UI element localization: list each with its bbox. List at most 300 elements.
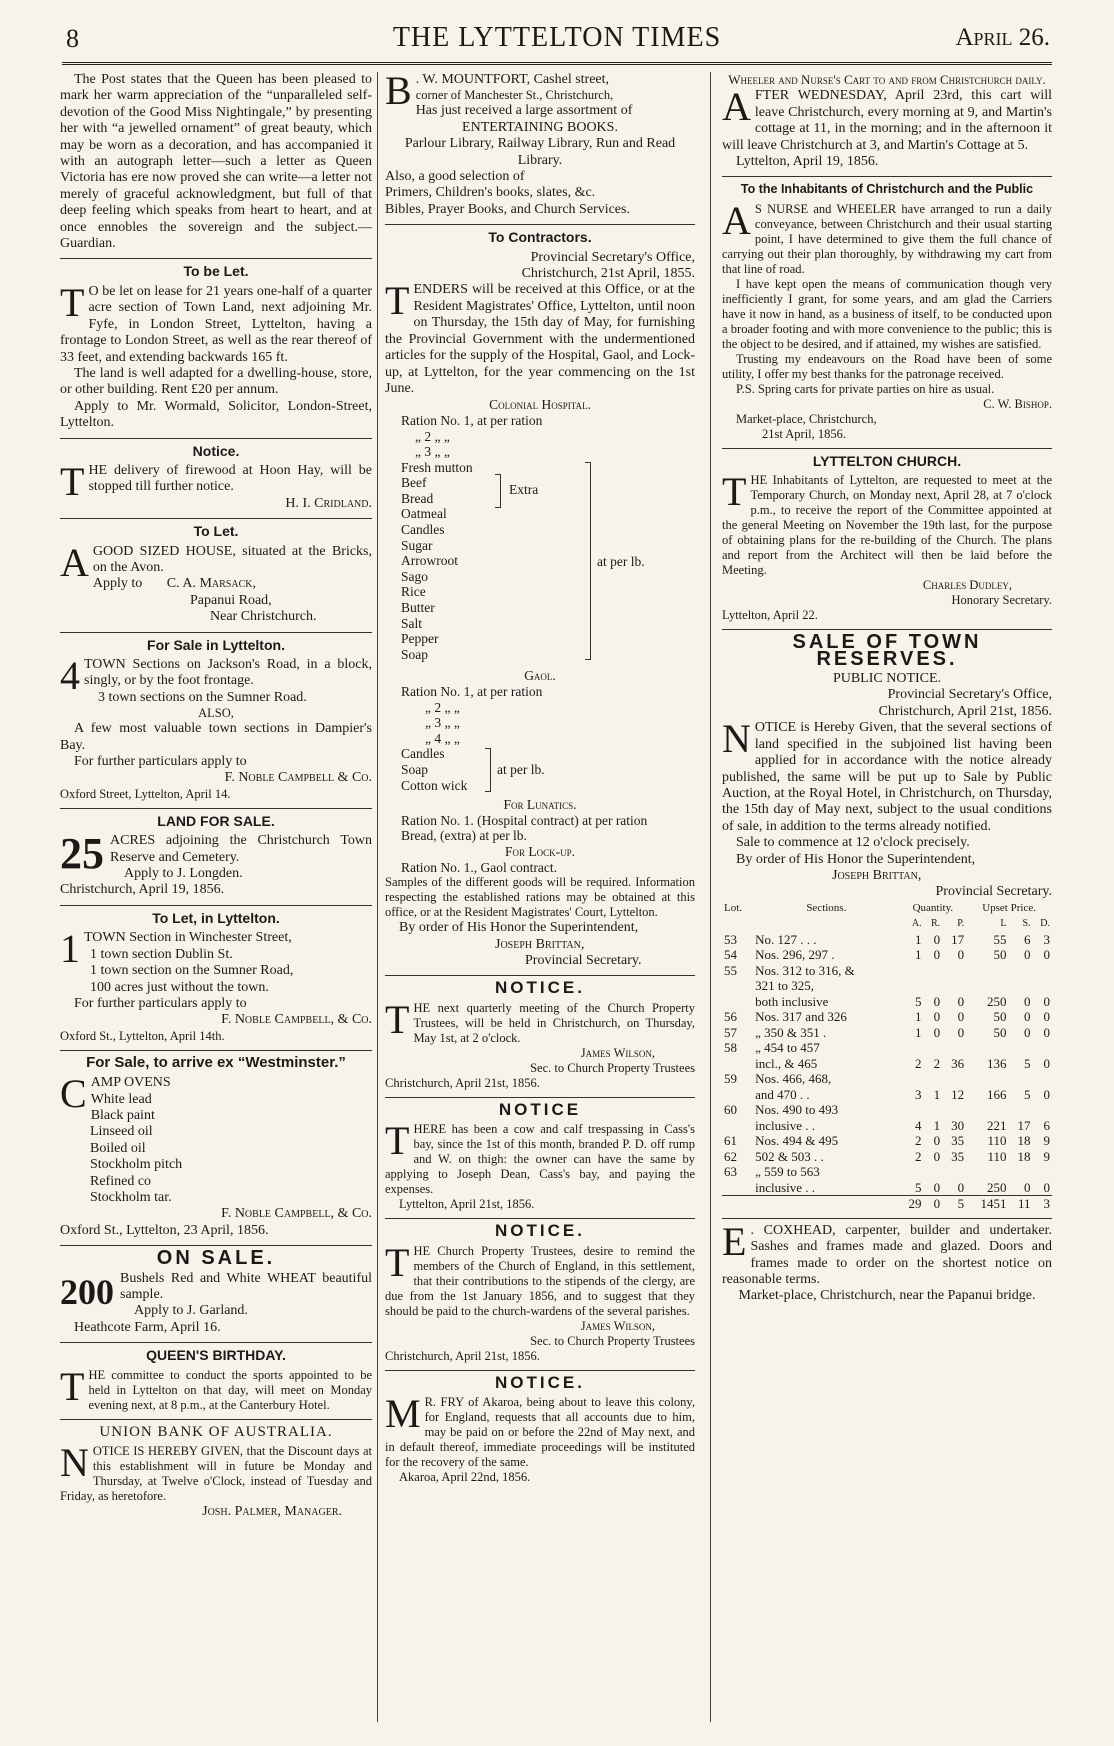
column-3 <box>722 72 1052 1305</box>
dateline: Christchurch, April 21st, 1856. <box>878 703 1052 719</box>
value-cell <box>966 963 1008 979</box>
value-cell: 6 <box>1043 1117 1050 1133</box>
ad-body: TENDERS will be received at this Office, or at the Resident Magistrates' Office, Lyttelton, until noon on Thursday, the 15th day of May, for furnishing the Provincial Government with the undermentioned articles for the supply of the Hospital, Gaol, and Lock-up, at Lyttelton, for the year commencing on the 1st June. <box>385 278 695 396</box>
ad-body: A few most valuable town sections in Dampier's Bay. <box>60 721 372 753</box>
sections-cell: „ 350 & 351 . <box>755 1024 827 1040</box>
value-cell: 50 <box>993 1009 1007 1025</box>
lot-cell: 57 <box>724 1024 737 1040</box>
ad-body: By order of His Honor the Superintendent, <box>399 920 639 936</box>
value-cell: 50 <box>993 947 1007 963</box>
sections-cell: inclusive . . <box>755 1179 816 1195</box>
signature: F. Noble Campbell, & Co. <box>221 1206 372 1222</box>
ad-body: Parlour Library, Railway Library, Run and Read Library. <box>404 136 676 168</box>
value-cell <box>1033 978 1052 994</box>
ration-line: „ 2 „ „ <box>415 428 450 444</box>
value-cell: 0 <box>1043 1024 1050 1040</box>
ad-body: The land is well adapted for a dwelling-house, store, or other building. Rent £20 per annum. <box>60 365 372 398</box>
lot-cell <box>722 1087 753 1103</box>
table-row <box>722 963 1052 979</box>
ad-body: THE Inhabitants of Lyttelton, are requested to meet at the Temporary Church, on Monday next, April 28, at 7 o'clock p.m., to receive the report of the Committee appointed at the general Meeting on November the 19th last, for the purpose of obtaining plans for the re-building of the Church. The plans and report from the Architect will then be laid before the Meeting. <box>722 469 1052 578</box>
table-row <box>722 1180 1052 1196</box>
ad-heading: To Let. <box>193 523 239 540</box>
page-number: 8 <box>66 24 79 53</box>
value-cell: 166 <box>987 1086 1007 1102</box>
ad-body: Provincial Secretary's Office, <box>530 249 695 265</box>
brace-label: Extra <box>509 481 539 497</box>
sections-cell: and 470 . . <box>755 1086 810 1102</box>
ad-heading: NOTICE. <box>495 978 585 998</box>
value-cell: 0 <box>933 1179 941 1195</box>
list-item: Boiled oil <box>90 1140 146 1156</box>
table-row <box>722 1149 1052 1165</box>
value-cell: 1 <box>915 931 922 947</box>
list-item: Oatmeal <box>401 506 447 522</box>
lot-cell: 54 <box>724 947 737 963</box>
ad-body: 1 TOWN Section in Winchester Street, <box>60 926 292 972</box>
value-cell: 250 <box>987 993 1007 1009</box>
value-cell <box>924 963 943 979</box>
brace <box>485 748 491 792</box>
address-line: Market-place, Christchurch, near the Papanui bridge. <box>738 1288 1036 1304</box>
table-subheader: D. <box>1040 918 1050 930</box>
ad-heading: To the Inhabitants of Christchurch and the Public <box>740 182 1034 197</box>
value-cell: 50 <box>993 1024 1007 1040</box>
value-cell: 3 <box>915 1086 922 1102</box>
address-line: Papanui Road, <box>190 592 272 608</box>
value-cell: 0 <box>1024 1179 1031 1195</box>
value-cell: 0 <box>1024 1009 1031 1025</box>
signature: Joseph Brittan, <box>495 936 585 952</box>
table-total: 29 <box>908 1196 922 1212</box>
dateline: Oxford St., Lyttelton, 23 April, 1856. <box>60 1222 269 1238</box>
sections-cell: both inclusive <box>755 993 829 1009</box>
value-cell: 0 <box>933 1024 941 1040</box>
ad-heading: QUEEN'S BIRTHDAY. <box>146 1347 286 1364</box>
ad-body: Samples of the different goods will be required. Information respecting the established rations may be obtained at this office, or at the Resident Magistrates' Court, Lyttelton. <box>385 875 695 920</box>
value-cell: 221 <box>987 1117 1007 1133</box>
ad-body: Apply to Mr. Wormald, Solicitor, London-Street, Lyttelton. <box>60 398 372 431</box>
ad-body: Also, a good selection of <box>385 169 525 185</box>
value-cell: 36 <box>951 1055 965 1071</box>
value-cell: 0 <box>933 1133 941 1149</box>
signature: James Wilson, <box>580 1318 655 1333</box>
sections-cell: „ 454 to 457 <box>755 1040 820 1056</box>
value-cell: 12 <box>951 1086 965 1102</box>
value-cell <box>900 1164 924 1180</box>
ad-body: Primers, Children's books, slates, &c. <box>385 185 596 201</box>
table-subheader: A. <box>911 918 922 930</box>
ad-body: Apply to J. Longden. <box>124 866 243 882</box>
value-cell: 0 <box>1043 1009 1050 1025</box>
table-subheader: S. <box>1022 918 1031 930</box>
ad-body: I have kept open the means of communication though very inefficiently I grant, for some years, and am glad the Carriers have it now in hand, as a business of itself, to be conducted upon a broader footing and with more convenience to the public; this is the object to be desired, and if attained, my wishes are satisfied. <box>722 276 1052 351</box>
ad-body: For further particulars apply to <box>74 754 247 770</box>
sections-cell: 502 & 503 . . <box>755 1148 824 1164</box>
lot-cell <box>722 978 753 994</box>
ad-heading: UNION BANK OF AUSTRALIA. <box>99 1423 333 1440</box>
signature: Charles Dudley, <box>922 578 1012 593</box>
subheading: PUBLIC NOTICE. <box>832 671 942 687</box>
value-cell <box>966 1071 1008 1087</box>
sections-cell: incl., & 465 <box>755 1055 818 1071</box>
value-cell <box>924 1102 943 1118</box>
ration-line: „ 2 „ „ <box>425 699 460 715</box>
value-cell: 2 <box>915 1133 922 1149</box>
value-cell: 3 <box>1043 931 1050 947</box>
table-subheader: P. <box>957 918 965 930</box>
ad-body: corner of Manchester St., Christchurch, <box>415 88 614 103</box>
signature-title: Provincial Secretary. <box>525 952 642 968</box>
value-cell <box>942 1040 966 1056</box>
subheading: Colonial Hospital. <box>489 397 591 413</box>
value-cell <box>1009 1164 1033 1180</box>
value-cell: 110 <box>987 1148 1007 1164</box>
masthead <box>62 18 1052 65</box>
lot-cell: 60 <box>724 1102 737 1118</box>
value-cell <box>900 963 924 979</box>
ad-body: CAMP OVENS <box>60 1071 171 1117</box>
value-cell <box>942 1164 966 1180</box>
ad-body: T O be let on lease for 21 years one-half of a quarter acre section of Town Land, next adjoining Mr. Fyfe, in London Street, Lyttelton, having a frontage to London Street, as well as the rear thereof of 33 feet, and extending backwards 165 ft. <box>60 279 372 365</box>
table-row <box>722 1040 1052 1056</box>
column-rule <box>710 72 711 1722</box>
value-cell <box>924 1071 943 1087</box>
table-row <box>722 1133 1052 1149</box>
value-cell: 35 <box>951 1133 965 1149</box>
table-header: Lot. <box>724 901 743 914</box>
value-cell: 1 <box>915 1024 922 1040</box>
ad-heading: To Let, in Lyttelton. <box>152 909 280 926</box>
value-cell <box>924 978 943 994</box>
value-cell <box>942 963 966 979</box>
ration-line: Bread, (extra) at per lb. <box>401 828 527 844</box>
table-subheader: L <box>1000 918 1007 930</box>
subheading: Gaol. <box>524 668 556 684</box>
ration-line: Ration No. 1., Gaol contract. <box>401 859 557 875</box>
signature-title: Honorary Secretary. <box>951 593 1052 608</box>
ad-body: Bibles, Prayer Books, and Church Services. <box>385 201 630 217</box>
sections-cell: Nos. 296, 297 . <box>755 947 835 963</box>
value-cell: 30 <box>951 1117 965 1133</box>
ad-heading: SALE OF TOWN RESERVES. <box>792 631 982 670</box>
list-item: Arrowroot <box>401 553 458 569</box>
value-cell <box>1009 1071 1033 1087</box>
signature: F. Noble Campbell, & Co. <box>221 1012 372 1028</box>
signature: C. W. Bishop. <box>983 396 1052 411</box>
ad-heading: For Sale in Lyttelton. <box>147 636 285 653</box>
dateline: Lyttelton, April 19, 1856. <box>736 154 879 170</box>
ad-heading: To be Let. <box>183 263 249 280</box>
value-cell <box>900 1102 924 1118</box>
value-cell: 1 <box>933 1117 941 1133</box>
value-cell: 0 <box>1043 993 1050 1009</box>
value-cell: 0 <box>957 993 965 1009</box>
ad-body: B . W. MOUNTFORT, Cashel street, <box>385 68 610 113</box>
ration-list <box>385 397 695 875</box>
signature: Joseph Brittan, <box>832 867 922 883</box>
table-row <box>722 1118 1052 1134</box>
value-cell <box>1033 1164 1052 1180</box>
table-row <box>722 1102 1052 1118</box>
value-cell: 0 <box>1043 1179 1050 1195</box>
lot-cell <box>722 994 753 1010</box>
value-cell: 1 <box>915 1009 922 1025</box>
value-cell: 5 <box>1024 1055 1031 1071</box>
sections-cell: „ 559 to 563 <box>755 1164 820 1180</box>
ad-body: 4 TOWN Sections on Jackson's Road, in a block, singly, or by the foot frontage. <box>60 653 372 698</box>
value-cell: 1 <box>933 1086 941 1102</box>
ad-body: THE committee to conduct the sports appointed to be held in Lyttelton on that day, will meet on Monday evening next, at 8 p.m., at the Canterbury Hotel. <box>60 1363 372 1412</box>
lot-cell <box>722 1118 753 1134</box>
ad-body: Sale to commence at 12 o'clock precisely. <box>736 835 970 851</box>
ad-body: E . COXHEAD, carpenter, builder and undertaker. Sashes and frames made and glazed. Doors and frames made to order on the shortest notice on reasonable terms. <box>722 1218 1052 1287</box>
ad-body: ALSO, <box>198 706 234 721</box>
dateline: Oxford St., Lyttelton, April 14th. <box>60 1028 225 1043</box>
newspaper-title: THE LYTTELTON TIMES <box>392 22 722 53</box>
issue-date: April 26. <box>955 24 1050 51</box>
list-item: Pepper <box>401 631 439 647</box>
lot-cell: 63 <box>724 1164 737 1180</box>
list-item: Refined co <box>90 1173 152 1189</box>
value-cell: 0 <box>933 993 941 1009</box>
table-header: Quantity. <box>912 901 954 914</box>
ad-heading: To Contractors. <box>488 229 592 246</box>
value-cell: 9 <box>1043 1133 1050 1149</box>
value-cell <box>966 1164 1008 1180</box>
value-cell: 0 <box>1024 993 1031 1009</box>
ad-body: 1 town section on the Sumner Road, <box>90 963 294 979</box>
column-2 <box>385 68 695 1485</box>
lot-cell: 62 <box>724 1148 737 1164</box>
value-cell: 5 <box>1024 1086 1031 1102</box>
value-cell: 0 <box>1043 947 1050 963</box>
reserves-table <box>722 901 1052 1212</box>
table-total: 3 <box>1043 1196 1050 1212</box>
ad-body: 200 Bushels Red and White WHEAT beautiful sample. <box>60 1270 372 1312</box>
value-cell <box>966 1102 1008 1118</box>
value-cell: 0 <box>957 947 965 963</box>
ad-body: 1 town section Dublin St. <box>90 946 233 962</box>
ad-body: NOTICE IS HEREBY GIVEN, that the Discount days at this establishment will in future be Monday and Thursday, at Twelve o'Clock, instead of Tuesday and Friday, as heretofore. <box>60 1440 372 1504</box>
value-cell: 2 <box>933 1055 941 1071</box>
value-cell: 0 <box>957 1009 965 1025</box>
value-cell <box>900 1040 924 1056</box>
brace <box>495 474 501 508</box>
address-line: Near Christchurch. <box>210 609 317 625</box>
value-cell <box>900 978 924 994</box>
table-subheader: R. <box>930 918 941 930</box>
value-cell <box>942 978 966 994</box>
value-cell: 18 <box>1017 1148 1031 1164</box>
dateline: Lyttelton, April 21st, 1856. <box>399 1197 535 1212</box>
value-cell <box>966 978 1008 994</box>
ad-body: Trusting my endeavours on the Road have been of some utility, I offer my best thanks for the patronage received. <box>722 351 1052 381</box>
list-item: Sago <box>401 568 428 584</box>
ad-body: AFTER WEDNESDAY, April 23rd, this cart will leave Christchurch, every morning at 9, and Martin's cottage at 11, in the morning; and in the afternoon it will leave Christchurch at 3, and Martin's Cottage at 5. <box>722 84 1052 153</box>
value-cell: 0 <box>957 1179 965 1195</box>
brace-label: at per lb. <box>497 762 545 778</box>
ad-heading: For Sale, to arrive ex “Westminster.” <box>86 1053 346 1071</box>
value-cell <box>924 1040 943 1056</box>
dateline: Christchurch, 21st April, 1855. <box>521 266 695 282</box>
post-article: The Post states that the Queen has been pleased to mark her warm appreciation of the “unparalleled self-devotion of the Good Miss Nightingale,” by presenting her with “a jewelled ornament” of great beauty, which may be worn as a decoration, and has accompanied it with an autograph letter—such a letter as Queen Victoria has ere now proved she can write—a letter not merely of graceful acknowledgment, but full of that deep feeling which speaks from heart to heart, and at once ennobles the sovereign and the subject.—Guardian. <box>60 72 372 252</box>
ad-body: 100 acres just without the town. <box>90 979 269 995</box>
lot-cell <box>722 1180 753 1196</box>
signature-title: Sec. to Church Property Trustees <box>530 1333 695 1348</box>
ration-line: „ 3 „ „ <box>425 715 460 731</box>
signature: Josh. Palmer, Manager. <box>202 1504 342 1520</box>
value-cell <box>1033 1102 1052 1118</box>
ad-body: Has just received a large assortment of <box>415 103 633 119</box>
dateline: Christchurch, April 21st, 1856. <box>385 1075 540 1090</box>
value-cell: 5 <box>915 993 922 1009</box>
sections-cell: inclusive . . <box>755 1117 816 1133</box>
ad-body: THE delivery of firewood at Hoon Hay, will be stopped till further notice. <box>60 458 372 504</box>
table-row <box>722 932 1052 948</box>
value-cell: 35 <box>951 1148 965 1164</box>
signature: H. I. Cridland. <box>285 495 372 511</box>
list-item: Butter <box>401 600 435 616</box>
dateline: Akaroa, April 22nd, 1856. <box>399 1469 531 1484</box>
sections-cell: Nos. 312 to 316, & <box>755 962 855 978</box>
ad-body: AGOOD SIZED HOUSE, situated at the Bricks, on the Avon. <box>60 539 372 585</box>
list-item: Cotton wick <box>401 777 468 793</box>
ad-heading: LAND FOR SALE. <box>157 812 275 829</box>
column-1 <box>60 72 372 1520</box>
lot-cell: 53 <box>724 931 737 947</box>
ration-line: Ration No. 1, at per ration <box>401 412 543 428</box>
value-cell <box>1033 1040 1052 1056</box>
value-cell <box>966 1040 1008 1056</box>
list-item: Bread <box>401 490 434 506</box>
ad-body: For further particulars apply to <box>74 995 247 1011</box>
ad-body: Apply to C. A. Marsack, <box>92 576 256 592</box>
lot-cell: 59 <box>724 1071 737 1087</box>
ad-body: Apply to J. Garland. <box>134 1303 248 1319</box>
ration-line: Ration No. 1. (Hospital contract) at per ration <box>401 812 648 828</box>
ad-heading: NOTICE. <box>495 1221 585 1241</box>
table-total: 11 <box>1017 1196 1031 1212</box>
table-row <box>722 1164 1052 1180</box>
value-cell: 0 <box>933 1009 941 1025</box>
value-cell <box>1009 963 1033 979</box>
value-cell <box>924 1164 943 1180</box>
lot-cell: 55 <box>724 962 737 978</box>
ad-body: THERE has been a cow and calf trespassing in Cass's bay, since the 1st of this month, branded P. D. off rump and W. on thigh: the owner can have the same by applying to Joseph Dean, Cass's bay, and paying the expenses. <box>385 1118 695 1197</box>
dateline: Lyttelton, April 22. <box>722 608 818 623</box>
ad-body: THE Church Property Trustees, desire to remind the members of the Church of England, in this settlement, that their contributions to the stipends of the clergy, are due from the 1st January 1856, and to suggest that they should be paid to the church-wardens of the several parishes. <box>385 1239 695 1318</box>
value-cell: 0 <box>933 1148 941 1164</box>
ad-body: 25 ACRES adjoining the Christchurch Town Reserve and Cemetery. <box>60 829 372 879</box>
table-row <box>722 1009 1052 1025</box>
ad-heading: ON SALE. <box>156 1247 276 1270</box>
ad-body: NOTICE is Hereby Given, that the several sections of land specified in the subjoined list having been applied for in accordance with the notice already published, the same will be put up to Sale by Public Auction, at the Royal Hotel, in Christchurch, on Thursday, the 15th day of May next, subject to the usual conditions of sale, in addition to the terms already notified. <box>722 716 1052 834</box>
list-item: Candles <box>401 746 445 762</box>
ad-body: THE next quarterly meeting of the Church Property Trustees, will be held in Christchurch, on Thursday, May 1st, at 2 o'clock. <box>385 996 695 1045</box>
sections-cell: No. 127 . . . <box>755 931 817 947</box>
value-cell: 0 <box>933 931 941 947</box>
value-cell: 4 <box>915 1117 922 1133</box>
sections-cell: 321 to 325, <box>755 978 814 994</box>
value-cell: 9 <box>1043 1148 1050 1164</box>
table-row <box>722 1025 1052 1041</box>
value-cell <box>942 1071 966 1087</box>
value-cell <box>1033 1071 1052 1087</box>
value-cell: 17 <box>1017 1117 1031 1133</box>
table-header: Upset Price. <box>982 901 1036 914</box>
ad-heading: NOTICE. <box>495 1372 585 1392</box>
sections-cell: Nos. 317 and 326 <box>755 1009 847 1025</box>
lot-cell: 58 <box>724 1040 737 1056</box>
table-row <box>722 947 1052 963</box>
table-row <box>722 1071 1052 1087</box>
ad-body: P.S. Spring carts for private parties on hire as usual. <box>736 381 995 396</box>
column-rule <box>377 72 378 1722</box>
value-cell: 0 <box>957 1024 965 1040</box>
value-cell <box>900 1071 924 1087</box>
ad-heading: NOTICE <box>498 1099 582 1119</box>
value-cell: 0 <box>1024 947 1031 963</box>
value-cell <box>1009 1102 1033 1118</box>
ad-heading: Wheeler and Nurse's Cart to and from Christchurch daily. <box>728 72 1046 87</box>
list-item: Stockholm tar. <box>90 1189 172 1205</box>
value-cell: 0 <box>1024 1024 1031 1040</box>
dateline: 21st April, 1856. <box>762 426 847 441</box>
list-item: Beef <box>401 475 427 491</box>
list-item: Soap <box>401 646 428 662</box>
table-total: 0 <box>933 1196 941 1212</box>
list-item: White lead <box>90 1091 152 1107</box>
table-row <box>722 1056 1052 1072</box>
brace <box>585 462 591 660</box>
lot-cell: 56 <box>724 1009 737 1025</box>
list-item: Black paint <box>90 1107 155 1123</box>
dateline: Oxford Street, Lyttelton, April 14. <box>60 786 231 801</box>
ration-line: „ 4 „ „ <box>425 730 460 746</box>
value-cell: 2 <box>915 1055 922 1071</box>
table-row <box>722 1087 1052 1103</box>
address-line: Market-place, Christchurch, <box>736 411 877 426</box>
list-item: Fresh mutton <box>401 459 473 475</box>
ad-body: M R. FRY of Akaroa, being about to leave this colony, for England, requests that all accounts due to him, may be paid on or before the 22nd of May next, and in default thereof, immediate proceedings will be instituted for the recovery of the same. <box>385 1390 695 1469</box>
list-item: Sugar <box>401 537 433 553</box>
subheading: For Lunatics. <box>503 797 577 813</box>
ad-body: A S NURSE and WHEELER have arranged to run a daily conveyance, between Christchurch and their usual starting point, I have determined to give them the full chance of carrying out their plan thoroughly, by withdrawing my cart from that line of road. <box>722 197 1052 276</box>
value-cell: 18 <box>1017 1133 1031 1149</box>
value-cell: 1 <box>915 947 922 963</box>
list-item: Linseed oil <box>90 1124 153 1140</box>
signature-title: Sec. to Church Property Trustees <box>530 1060 695 1075</box>
table-total: 1451 <box>980 1196 1007 1212</box>
list-item: Salt <box>401 615 423 631</box>
value-cell: 6 <box>1024 931 1031 947</box>
lot-cell <box>722 1056 753 1072</box>
brace-label: at per lb. <box>597 553 645 569</box>
value-cell <box>1009 978 1033 994</box>
dateline: Heathcote Farm, April 16. <box>74 1319 221 1335</box>
ad-body: ENTERTAINING BOOKS. <box>462 119 618 135</box>
table-row <box>722 994 1052 1010</box>
dateline: Christchurch, April 21st, 1856. <box>385 1348 540 1363</box>
ad-heading: Notice. <box>192 442 240 459</box>
signature: James Wilson, <box>580 1045 655 1060</box>
ad-body: Provincial Secretary's Office, <box>887 687 1052 703</box>
value-cell: 0 <box>1043 1086 1050 1102</box>
value-cell: 55 <box>993 931 1007 947</box>
list-item: Candles <box>401 522 445 538</box>
ration-line: Ration No. 1, at per ration <box>401 684 543 699</box>
value-cell <box>1009 1040 1033 1056</box>
